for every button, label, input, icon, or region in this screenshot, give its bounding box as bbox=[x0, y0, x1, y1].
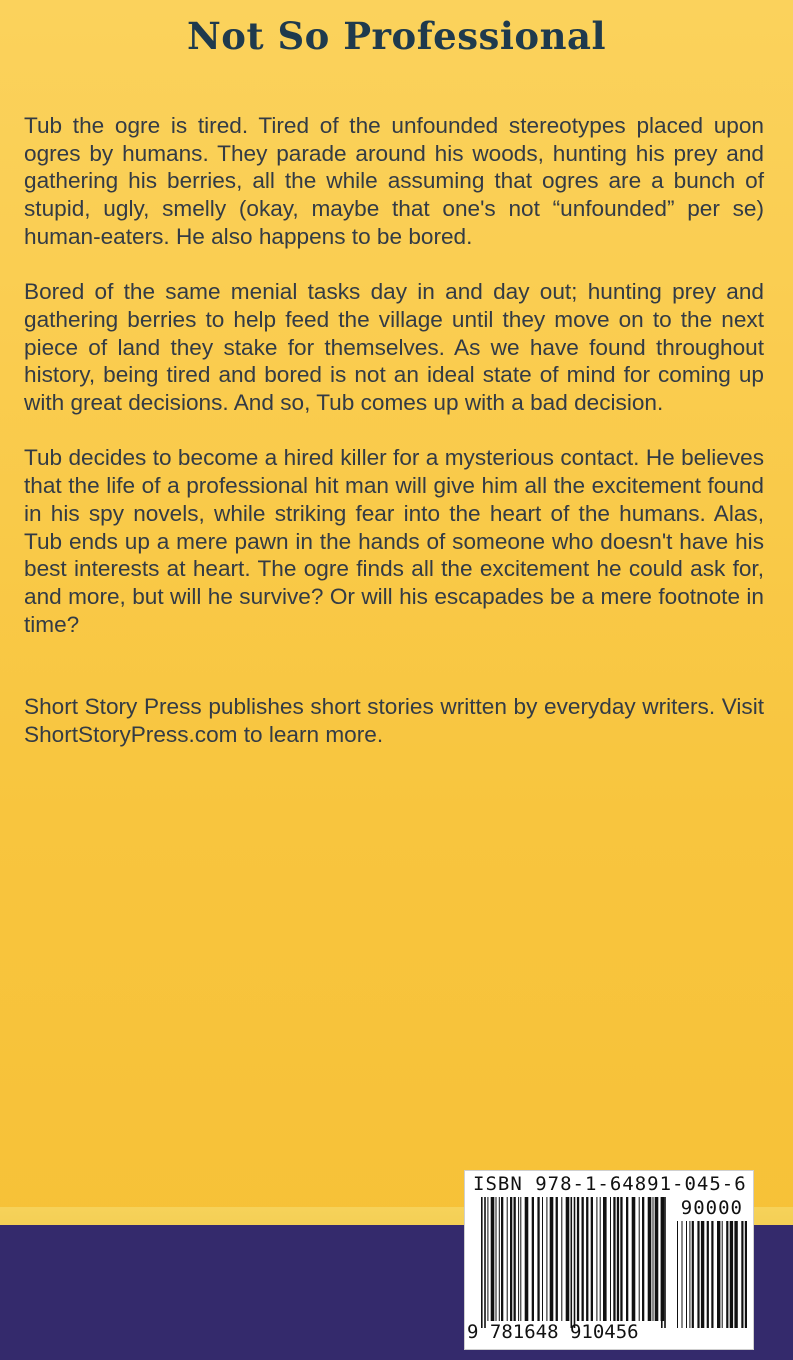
barcode-addon-bar bbox=[722, 1221, 723, 1328]
barcode-addon-bar bbox=[707, 1221, 709, 1328]
blurb-paragraph-1: Tub the ogre is tired. Tired of the unfounded stereotypes placed upon ogres by humans. They parade around his woods, hunting his prey and gathering his berries, all the while assuming that ogres are a bunch of stupid, ugly, smelly (okay, maybe that one's not “unfounded” per se) human-eaters. He also happens to be bored. bbox=[24, 113, 764, 249]
barcode-addon-bar bbox=[711, 1221, 713, 1328]
barcode-addon-bar bbox=[745, 1221, 747, 1328]
ean-digits: 9 781648 910456 bbox=[467, 1321, 639, 1343]
barcode-addon-bar bbox=[692, 1221, 694, 1328]
barcode-bar bbox=[626, 1197, 628, 1321]
barcode-bar bbox=[582, 1197, 584, 1321]
barcode-bar bbox=[653, 1197, 654, 1321]
barcode-bar bbox=[566, 1197, 570, 1321]
barcode-bar bbox=[664, 1197, 666, 1328]
barcode-addon-bar bbox=[741, 1221, 743, 1328]
barcode-bar bbox=[484, 1197, 486, 1328]
barcode-bar bbox=[532, 1197, 534, 1321]
barcode-bar bbox=[518, 1197, 519, 1321]
barcode-bar bbox=[537, 1197, 539, 1321]
barcode-addon-bar bbox=[701, 1221, 704, 1328]
book-title: Not So Professional bbox=[186, 14, 607, 58]
barcode-bar bbox=[600, 1197, 601, 1321]
barcode-bar bbox=[561, 1197, 562, 1321]
barcode-addon-bar bbox=[734, 1221, 737, 1328]
barcode-addon-bar bbox=[677, 1221, 678, 1328]
barcode-bar bbox=[648, 1197, 652, 1321]
barcode-bar bbox=[507, 1197, 508, 1321]
barcode-bar bbox=[603, 1197, 607, 1321]
barcode-addon-bar bbox=[717, 1221, 720, 1328]
barcode-bar bbox=[639, 1197, 640, 1321]
barcode-addon-bar bbox=[689, 1221, 690, 1328]
barcode-addon-bar bbox=[686, 1221, 687, 1328]
barcode-bar bbox=[655, 1197, 659, 1321]
blurb-paragraph-3: Tub decides to become a hired killer for a mysterious contact. He believes that the life of a professional hit man will give him all the excitement found in his spy novels, while striking fear into the heart of the humans. Alas, Tub ends up a mere pawn in the hands of someone who doesn't have his best interests at heart. The ogre finds all the excitement he could ask for, and more, but will he survive? Or will his escapades be a mere footnote in time? bbox=[24, 445, 764, 637]
barcode-bar bbox=[591, 1197, 593, 1321]
barcode-bar bbox=[596, 1197, 597, 1321]
barcode-addon-bar bbox=[726, 1221, 728, 1328]
price-code: 90000 bbox=[680, 1197, 743, 1219]
barcode-bar bbox=[491, 1197, 495, 1321]
barcode-bar bbox=[496, 1197, 497, 1321]
barcode-addon-bar bbox=[682, 1221, 683, 1328]
barcode-bar bbox=[577, 1197, 579, 1321]
isbn-barcode bbox=[464, 1170, 754, 1350]
publisher-note: Short Story Press publishes short stories written by everyday writers. Visit ShortStoryPress.com to learn more. bbox=[24, 694, 764, 748]
barcode-bar bbox=[499, 1197, 500, 1321]
barcode-addon-bar bbox=[697, 1221, 699, 1328]
barcode-bar bbox=[574, 1197, 576, 1328]
barcode-bar bbox=[642, 1197, 644, 1321]
barcode-bar bbox=[620, 1197, 622, 1321]
barcode-bar bbox=[487, 1197, 488, 1321]
barcode-bar bbox=[520, 1197, 521, 1321]
barcode-bar bbox=[550, 1197, 554, 1321]
blurb-paragraph-2: Bored of the same menial tasks day in and day out; hunting prey and gathering berries to help feed the village until they move on to the next piece of land they stake for themselves. As we have found throughout history, being tired and bored is not an ideal state of mind for coming up with great decisions. And so, Tub comes up with a bad decision. bbox=[24, 279, 764, 416]
barcode-bar bbox=[556, 1197, 558, 1321]
barcode-addon-bar bbox=[730, 1221, 733, 1328]
barcode-bar bbox=[514, 1197, 516, 1321]
barcode-bar bbox=[546, 1197, 547, 1321]
barcode-bar bbox=[661, 1197, 663, 1328]
barcode-bar bbox=[632, 1197, 636, 1321]
barcode-bar bbox=[481, 1197, 483, 1328]
blurb bbox=[24, 112, 764, 749]
barcode-bar bbox=[571, 1197, 573, 1328]
barcode-bar bbox=[525, 1197, 529, 1321]
barcode-bar bbox=[613, 1197, 615, 1321]
barcode-bar bbox=[586, 1197, 588, 1321]
barcode-bar bbox=[542, 1197, 543, 1321]
isbn-label: ISBN 978-1-64891-045-6 bbox=[473, 1173, 747, 1195]
barcode-bar bbox=[617, 1197, 619, 1321]
barcode-bar bbox=[510, 1197, 512, 1321]
barcode-bar bbox=[501, 1197, 503, 1321]
barcode-bar bbox=[610, 1197, 611, 1321]
